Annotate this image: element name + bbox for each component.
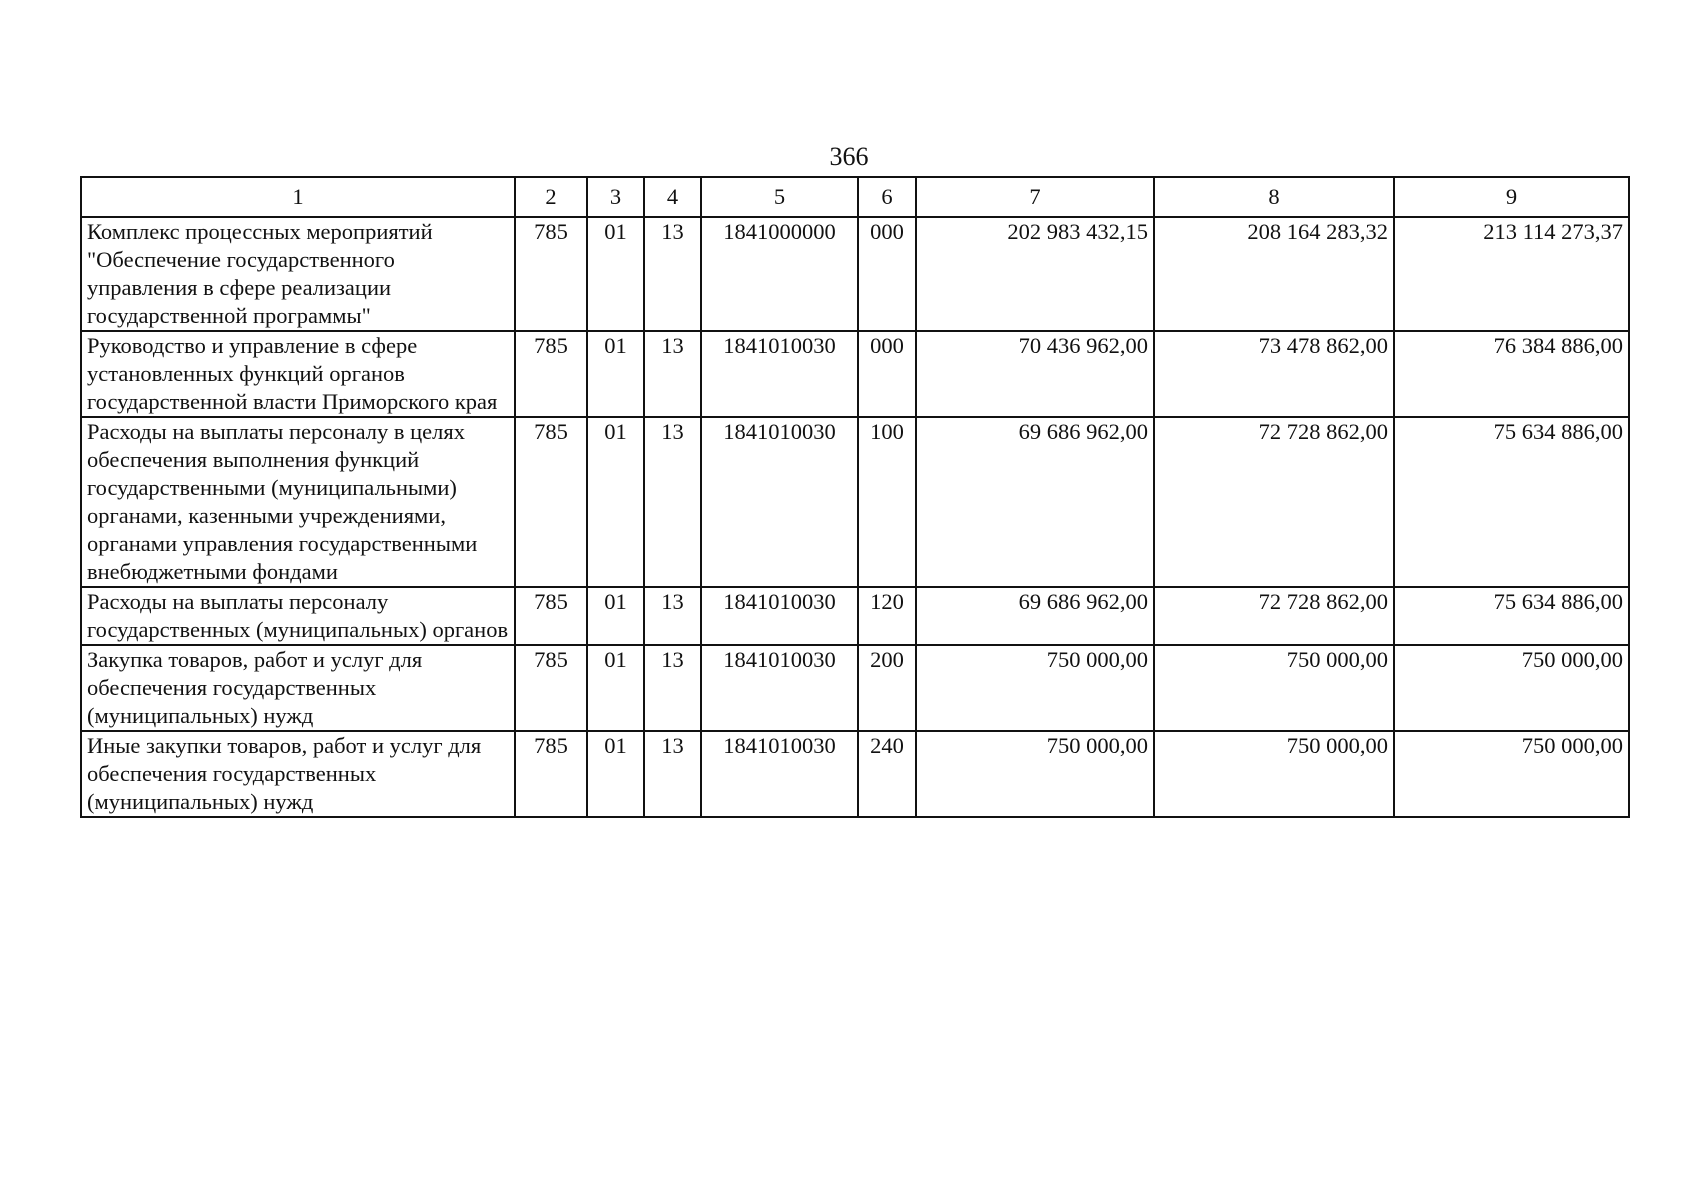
row-name: Руководство и управление в сфере установленных функций органов государственной власти Приморского края xyxy=(81,331,515,417)
row-amount-col-8: 73 478 862,00 xyxy=(1154,331,1394,417)
row-code-target: 1841010030 xyxy=(701,645,858,731)
row-amount-col-7: 750 000,00 xyxy=(916,645,1154,731)
row-amount-col-9: 75 634 886,00 xyxy=(1394,587,1629,645)
row-amount-col-7: 202 983 432,15 xyxy=(916,217,1154,331)
row-amount-col-7: 69 686 962,00 xyxy=(916,587,1154,645)
row-code-section: 01 xyxy=(587,587,644,645)
row-code-section: 01 xyxy=(587,417,644,587)
header-col-3: 3 xyxy=(587,177,644,217)
table-row xyxy=(81,217,1629,331)
table-row xyxy=(81,417,1629,587)
row-amount-col-8: 208 164 283,32 xyxy=(1154,217,1394,331)
row-amount-col-7: 750 000,00 xyxy=(916,731,1154,817)
row-amount-col-9: 75 634 886,00 xyxy=(1394,417,1629,587)
row-name: Закупка товаров, работ и услуг для обеспечения государственных (муниципальных) нужд xyxy=(81,645,515,731)
row-code-expense-type: 240 xyxy=(858,731,916,817)
table-row xyxy=(81,645,1629,731)
header-col-2: 2 xyxy=(515,177,587,217)
row-code-ministry: 785 xyxy=(515,645,587,731)
header-col-6: 6 xyxy=(858,177,916,217)
header-col-9: 9 xyxy=(1394,177,1629,217)
row-code-subsection: 13 xyxy=(644,587,701,645)
row-code-ministry: 785 xyxy=(515,731,587,817)
row-name: Расходы на выплаты персоналу государственных (муниципальных) органов xyxy=(81,587,515,645)
row-amount-col-8: 72 728 862,00 xyxy=(1154,587,1394,645)
row-amount-col-8: 750 000,00 xyxy=(1154,645,1394,731)
row-amount-col-8: 750 000,00 xyxy=(1154,731,1394,817)
row-code-ministry: 785 xyxy=(515,587,587,645)
row-amount-col-9: 76 384 886,00 xyxy=(1394,331,1629,417)
row-name: Комплекс процессных мероприятий "Обеспечение государственного управления в сфере реализации государственной программы" xyxy=(81,217,515,331)
row-code-section: 01 xyxy=(587,331,644,417)
header-col-5: 5 xyxy=(701,177,858,217)
header-col-4: 4 xyxy=(644,177,701,217)
budget-table xyxy=(80,176,1630,818)
header-row xyxy=(81,177,1629,217)
table-row xyxy=(81,331,1629,417)
row-name: Иные закупки товаров, работ и услуг для обеспечения государственных (муниципальных) нужд xyxy=(81,731,515,817)
table-header xyxy=(81,177,1629,217)
row-code-section: 01 xyxy=(587,645,644,731)
row-amount-col-9: 213 114 273,37 xyxy=(1394,217,1629,331)
row-amount-col-9: 750 000,00 xyxy=(1394,645,1629,731)
header-col-8: 8 xyxy=(1154,177,1394,217)
row-amount-col-7: 70 436 962,00 xyxy=(916,331,1154,417)
table-body xyxy=(81,217,1629,817)
row-code-target: 1841010030 xyxy=(701,417,858,587)
row-code-target: 1841010030 xyxy=(701,331,858,417)
row-code-section: 01 xyxy=(587,731,644,817)
row-code-subsection: 13 xyxy=(644,731,701,817)
row-code-target: 1841010030 xyxy=(701,731,858,817)
row-amount-col-8: 72 728 862,00 xyxy=(1154,417,1394,587)
table-row xyxy=(81,587,1629,645)
row-code-subsection: 13 xyxy=(644,331,701,417)
row-code-expense-type: 100 xyxy=(858,417,916,587)
page-number: 366 xyxy=(829,142,869,171)
table-row xyxy=(81,731,1629,817)
header-col-7: 7 xyxy=(916,177,1154,217)
row-code-section: 01 xyxy=(587,217,644,331)
header-col-1: 1 xyxy=(81,177,515,217)
row-code-subsection: 13 xyxy=(644,417,701,587)
row-code-expense-type: 000 xyxy=(858,217,916,331)
row-code-expense-type: 120 xyxy=(858,587,916,645)
row-code-expense-type: 000 xyxy=(858,331,916,417)
row-code-ministry: 785 xyxy=(515,417,587,587)
row-code-ministry: 785 xyxy=(515,331,587,417)
row-code-expense-type: 200 xyxy=(858,645,916,731)
row-code-ministry: 785 xyxy=(515,217,587,331)
row-code-target: 1841010030 xyxy=(701,587,858,645)
row-code-target: 1841000000 xyxy=(701,217,858,331)
row-amount-col-9: 750 000,00 xyxy=(1394,731,1629,817)
row-name: Расходы на выплаты персоналу в целях обеспечения выполнения функций государственными (муниципальными) органами, казенными учреждениями, органами управления государственными внебюджетными фондами xyxy=(81,417,515,587)
row-code-subsection: 13 xyxy=(644,217,701,331)
row-amount-col-7: 69 686 962,00 xyxy=(916,417,1154,587)
row-code-subsection: 13 xyxy=(644,645,701,731)
